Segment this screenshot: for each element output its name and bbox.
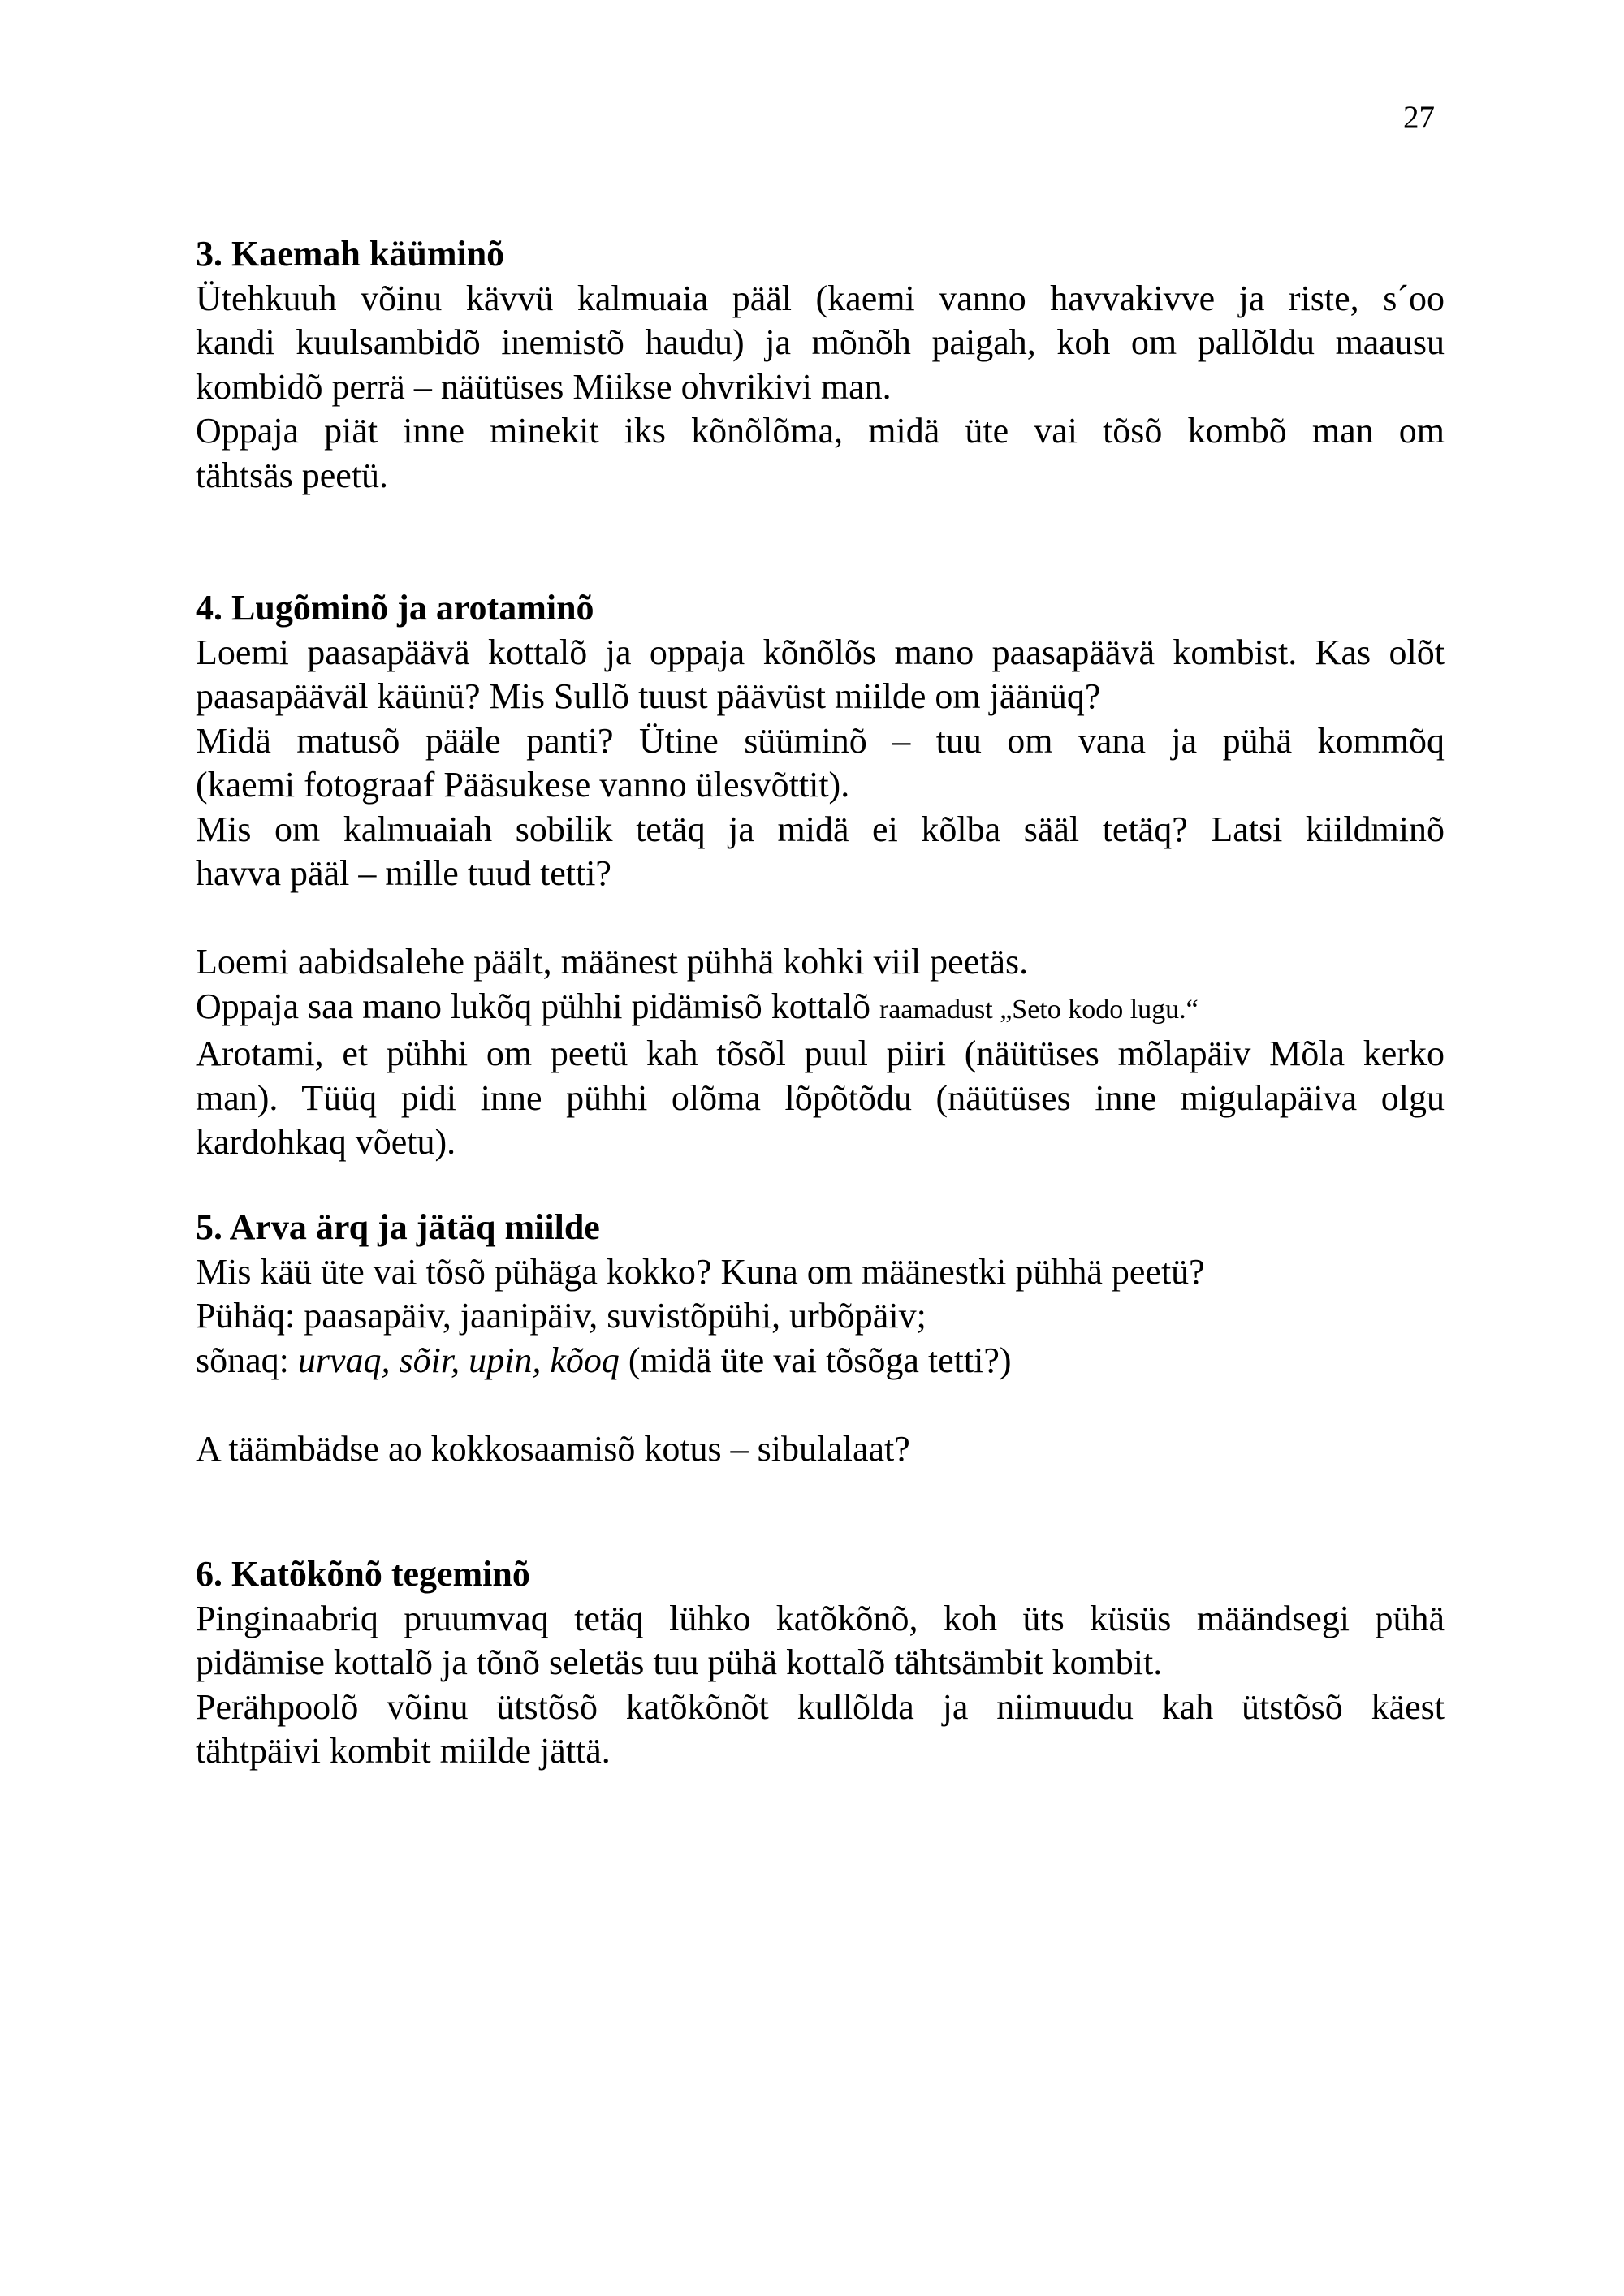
section-6 — [196, 1552, 1445, 1774]
section-4-line-7: Loemi aabidsalehe päält, määnest pühhä kohki viil peetäs. — [196, 942, 1029, 982]
section-4-line-6: havva pääl – mille tuud tetti? — [196, 853, 611, 893]
section-6-line-1: Pinginaabriq pruumvaq tetäq lühko katõkõnõ, koh üts küsüs määndsegi pühä — [196, 1598, 1445, 1638]
section-3-line-4: Oppaja piät inne minekit iks kõnõlõma, midä üte vai tõsõ kombõ man om — [196, 411, 1445, 451]
section-4-line-11: kardohkaq võetu). — [196, 1122, 456, 1162]
section-6-heading: 6. Katõkõnõ tegeminõ — [196, 1554, 530, 1594]
section-5-line-3 — [196, 1339, 1445, 1383]
section-4-line-3: Midä matusõ pääle panti? Ütine süüminõ – tuu om vana ja pühä kommõq — [196, 720, 1445, 761]
section-5-line-3-prefix: sõnaq: — [196, 1340, 298, 1380]
section-6-line-3: Perähpoolõ võinu ütstõsõ katõkõnõt kullõlda ja niimuudu kah ütstõsõ käest — [196, 1686, 1445, 1727]
section-3-line-3: kombidõ perrä – näütüses Miikse ohvrikivi man. — [196, 366, 892, 407]
section-4-line-10: man). Tüüq pidi inne pühhi olõma lõpõtõdu (näütüses inne migulapäiva olgu — [196, 1077, 1445, 1118]
section-6-line-2: pidämise kottalõ ja tõnõ seletäs tuu pühä kottalõ tähtsämbit kombit. — [196, 1642, 1163, 1682]
section-6-line-4: tähtpäivi kombit miilde jättä. — [196, 1731, 611, 1771]
section-5-line-1: Mis käü üte vai tõsõ pühäga kokko? Kuna om määnestki pühhä peetü? — [196, 1251, 1205, 1292]
section-3-line-5: tähtsäs peetü. — [196, 455, 389, 495]
section-5-line-3-suffix: (midä üte vai tõsõga tetti?) — [619, 1340, 1012, 1380]
section-4-line-4: (kaemi fotograaf Pääsukese vanno ülesvõttit). — [196, 765, 850, 805]
section-4-heading: 4. Lugõminõ ja arotaminõ — [196, 588, 594, 628]
section-5-heading: 5. Arva ärq ja jätäq miilde — [196, 1207, 600, 1247]
section-4-line-5: Mis om kalmuaiah sobilik tetäq ja midä ei kõlba sääl tetäq? Latsi kiildminõ — [196, 809, 1445, 849]
section-3-heading: 3. Kaemah käüminõ — [196, 234, 505, 274]
section-5-word-list: urvaq, sõir, upin, kõoq — [297, 1340, 620, 1380]
section-3-line-1: Ütehkuuh võinu kävvü kalmuaia pääl (kaemi vanno havvakivve ja riste, s´oo — [196, 278, 1445, 318]
page-number: 27 — [1403, 100, 1435, 135]
section-5-line-2: Pühäq: paasapäiv, jaanipäiv, suvistõpühi, urbõpäiv; — [196, 1296, 926, 1336]
section-3 — [196, 232, 1445, 498]
section-5-spacer — [196, 1383, 1445, 1427]
section-4-line-8-text: Oppaja saa mano lukõq pühhi pidämisõ kottalõ — [196, 986, 879, 1026]
section-4-line-1: Loemi paasapäävä kottalõ ja oppaja kõnõlõs mano paasapäävä kombist. Kas olõt — [196, 632, 1445, 672]
section-4-spacer — [196, 896, 1445, 941]
section-5 — [196, 1206, 1445, 1471]
section-4 — [196, 586, 1445, 1165]
section-4-line-9: Arotami, et pühhi om peetü kah tõsõl puul piiri (näütüses mõlapäiv Mõla kerko — [196, 1034, 1445, 1073]
section-4-line-8 — [196, 985, 1445, 1033]
section-4-line-2: paasapääväl käünü? Mis Sullõ tuust päävüst miilde om jäänüq? — [196, 676, 1101, 716]
section-5-line-4: A täämbädse ao kokkosaamisõ kotus – sibulalaat? — [196, 1428, 910, 1469]
section-3-line-2: kandi kuulsambidõ inemistõ haudu) ja mõnõh paigah, koh om pallõldu maausu — [196, 322, 1445, 362]
book-reference: raamadust „Seto kodo lugu.“ — [879, 994, 1199, 1025]
